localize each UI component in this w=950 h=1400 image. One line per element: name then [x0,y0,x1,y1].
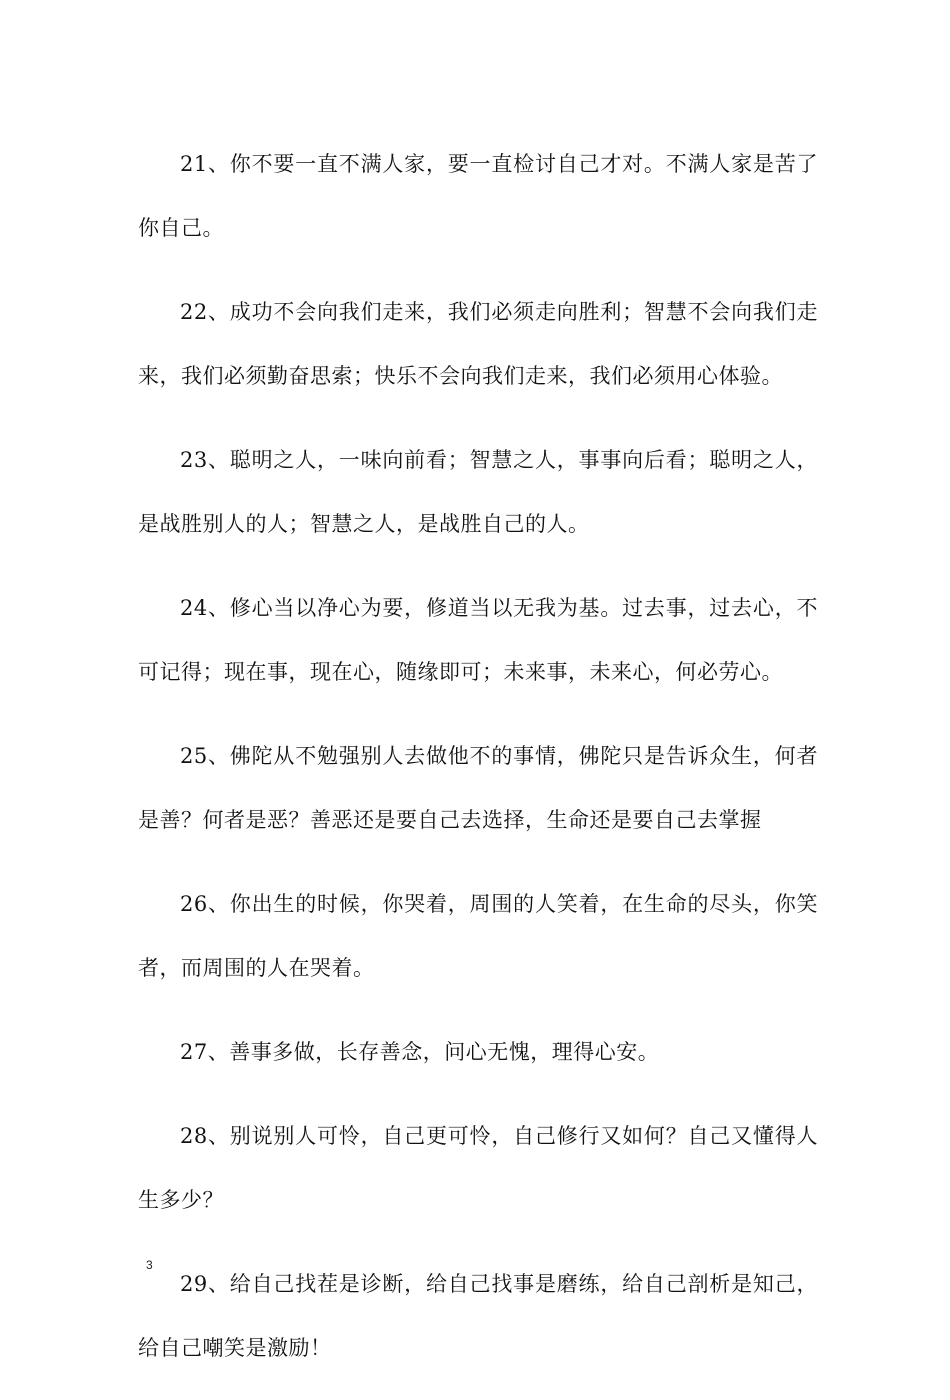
paragraph-21: 21、你不要一直不满人家，要一直检讨自己才对。不满人家是苦了你自己。 [138,152,818,240]
paragraph-26: 26、你出生的时候，你哭着，周围的人笑着，在生命的尽头，你笑者，而周围的人在哭着。 [138,892,818,980]
paragraph-27: 27、善事多做，长存善念，问心无愧，理得心安。 [180,1040,660,1064]
page-number: 3 [146,1258,153,1272]
paragraph-23: 23、聪明之人，一味向前看；智慧之人，事事向后看；聪明之人，是战胜别人的人；智慧之人，是战胜自己的人。 [138,448,818,536]
paragraph-29: 29、给自己找茬是诊断，给自己找事是磨练，给自己剖析是知己，给自己嘲笑是激励！ [138,1272,818,1360]
document-body [138,132,818,1400]
paragraph-28: 28、别说别人可怜，自己更可怜，自己修行又如何？自己又懂得人生多少？ [138,1124,818,1212]
paragraph-25: 25、佛陀从不勉强别人去做他不的事情，佛陀只是告诉众生，何者是善？何者是恶？善恶还是要自己去选择，生命还是要自己去掌握 [138,744,818,832]
paragraph-24: 24、修心当以净心为要，修道当以无我为基。过去事，过去心，不可记得；现在事，现在心，随缘即可；未来事，未来心，何必劳心。 [138,596,818,684]
paragraph-22: 22、成功不会向我们走来，我们必须走向胜利；智慧不会向我们走来，我们必须勤奋思索；快乐不会向我们走来，我们必须用心体验。 [138,300,818,388]
